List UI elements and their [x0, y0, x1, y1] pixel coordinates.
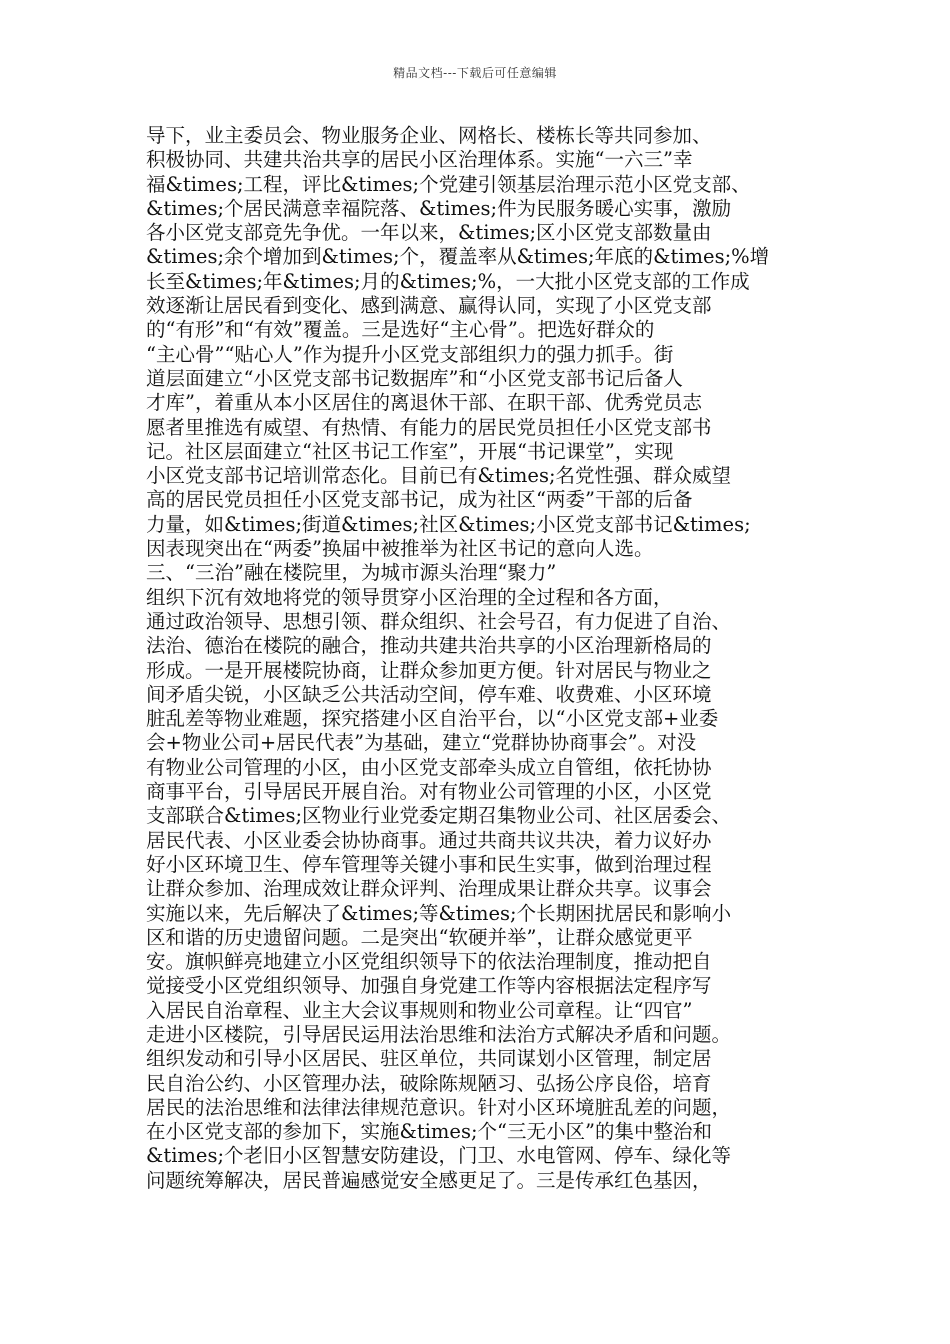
- text-line: 组织下沉有效地将党的领导贯穿小区治理的全过程和各方面，: [146, 585, 673, 609]
- text-line: 记。社区层面建立“社区书记工作室”，开展“书记课堂”，实现: [146, 439, 674, 463]
- text-line: 的“有形”和“有效”覆盖。三是选好“主心骨”。把选好群众的: [146, 318, 655, 342]
- text-line: 民自治公约、小区管理办法，破除陈规陋习、弘扬公序良俗，培育: [146, 1071, 712, 1095]
- text-line: 会+物业公司+居民代表”为基础，建立“党群协协商事会”。对没: [146, 731, 697, 755]
- text-line: 支部联合&times;区物业行业党委定期召集物业公司、社区居委会、: [146, 804, 732, 828]
- text-line: 因表现突出在“两委”换届中被推举为社区书记的意向人选。: [146, 537, 654, 561]
- text-line: 走进小区楼院，引导居民运用法治思维和法治方式解决矛盾和问题。: [146, 1022, 732, 1046]
- text-line: 脏乱差等物业难题，探究搭建小区自治平台，以“小区党支部+业委: [146, 707, 719, 731]
- text-line: 法治、德治在楼院的融合，推动共建共治共享的小区治理新格局的: [146, 634, 712, 658]
- text-line: “主心骨”“贴心人”作为提升小区党支部组织力的强力抓手。街: [146, 342, 674, 366]
- text-line: 各小区党支部竞先争优。一年以来，&times;区小区党支部数量由: [146, 221, 712, 245]
- page-header: 精品文档---下载后可任意编辑: [393, 66, 557, 80]
- text-line: 力量，如&times;街道&times;社区&times;小区党支部书记&times;: [146, 512, 751, 536]
- text-line: &times;余个增加到&times;个，覆盖率从&times;年底的&times;%增: [146, 245, 770, 269]
- text-line: 福&times;工程，评比&times;个党建引领基层治理示范小区党支部、: [146, 172, 751, 196]
- text-line: 道层面建立“小区党支部书记数据库”和“小区党支部书记后备人: [146, 366, 683, 390]
- text-line: &times;个老旧小区智慧安防建设，门卫、水电管网、停车、绿化等: [146, 1144, 732, 1168]
- text-line: 有物业公司管理的小区，由小区党支部牵头成立自管组，依托协协: [146, 755, 712, 779]
- text-line: 高的居民党员担任小区党支部书记，成为社区“两委”干部的后备: [146, 488, 693, 512]
- text-line: 问题统筹解决，居民普遍感觉安全感更足了。三是传承红色基因，: [146, 1168, 712, 1192]
- text-line: 入居民自治章程、业主大会议事规则和物业公司章程。让“四官”: [146, 998, 693, 1022]
- text-line: 效逐渐让居民看到变化、感到满意、赢得认同，实现了小区党支部: [146, 294, 712, 318]
- text-line: 长至&times;年&times;月的&times;%，一大批小区党支部的工作成: [146, 269, 750, 293]
- text-line: 导下，业主委员会、物业服务企业、网格长、楼栋长等共同参加、: [146, 124, 712, 147]
- text-line: 在小区党支部的参加下，实施&times;个“三无小区”的集中整治和: [146, 1120, 712, 1144]
- text-line: 组织发动和引导小区居民、驻区单位，共同谋划小区管理，制定居: [146, 1047, 712, 1071]
- text-line: 小区党支部书记培训常态化。目前已有&times;名党性强、群众威望: [146, 464, 732, 488]
- text-line: 通过政治领导、思想引领、群众组织、社会号召，有力促进了自治、: [146, 609, 732, 633]
- text-line: &times;个居民满意幸福院落、&times;件为民服务暖心实事，激励: [146, 196, 732, 220]
- text-line: 让群众参加、治理成效让群众评判、治理成果让群众共享。议事会: [146, 877, 712, 901]
- text-line: 好小区环境卫生、停车管理等关键小事和民生实事，做到治理过程: [146, 852, 712, 876]
- body-text: [146, 124, 814, 1193]
- text-line: 间矛盾尖锐，小区缺乏公共活动空间，停车难、收费难、小区环境: [146, 682, 712, 706]
- text-line: 才库”，着重从本小区居住的离退休干部、在职干部、优秀党员志: [146, 391, 702, 415]
- text-line: 三、“三治”融在楼院里，为城市源头治理“聚力”: [146, 561, 557, 585]
- text-line: 愿者里推选有威望、有热情、有能力的居民党员担任小区党支部书: [146, 415, 712, 439]
- text-line: 区和谐的历史遗留问题。二是突出“软硬并举”，让群众感觉更平: [146, 925, 693, 949]
- text-line: 积极协同、共建共治共享的居民小区治理体系。实施“一六三”幸: [146, 148, 693, 172]
- text-line: 居民代表、小区业委会协协商事。通过共商共议共决，着力议好办: [146, 828, 712, 852]
- text-line: 安。旗帜鲜亮地建立小区党组织领导下的依法治理制度，推动把自: [146, 950, 712, 974]
- text-line: 商事平台，引导居民开展自治。对有物业公司管理的小区，小区党: [146, 780, 712, 804]
- text-line: 居民的法治思维和法律法律规范意识。针对小区环境脏乱差的问题，: [146, 1095, 732, 1119]
- text-line: 实施以来，先后解决了&times;等&times;个长期困扰居民和影响小: [146, 901, 732, 925]
- text-line: 觉接受小区党组织领导、加强自身党建工作等内容根据法定程序写: [146, 974, 712, 998]
- text-line: 形成。一是开展楼院协商，让群众参加更方便。针对居民与物业之: [146, 658, 712, 682]
